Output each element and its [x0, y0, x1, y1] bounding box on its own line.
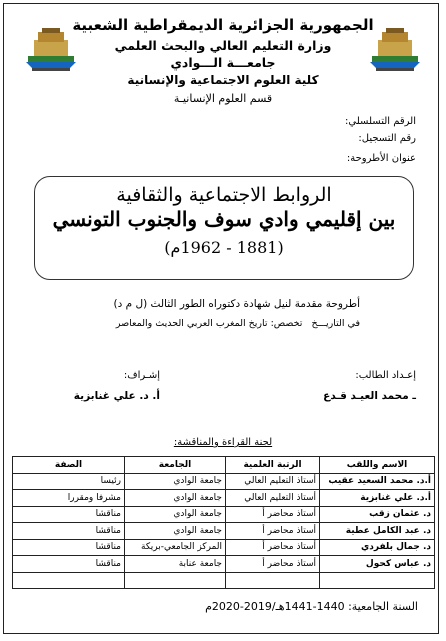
- member-role: مناقشا: [13, 506, 125, 523]
- member-role: مناقشا: [13, 523, 125, 540]
- supervisor-name: أ. د. علي غنابزية: [73, 390, 160, 402]
- jury-table: [12, 456, 435, 589]
- member-name: [320, 572, 435, 589]
- col-role: الصفة: [13, 457, 125, 474]
- serial-number-label: الرقم التسلسلي:: [345, 116, 416, 127]
- table-row: [13, 490, 435, 507]
- student-name: ـ محمد العيـد قـدع: [323, 390, 416, 402]
- table-row: [13, 506, 435, 523]
- member-name: د. عباس كحول: [320, 556, 435, 573]
- member-name: أ.د. علي غنابزية: [320, 490, 435, 507]
- col-university: الجامعة: [125, 457, 226, 474]
- jury-header-row: [13, 457, 435, 474]
- field-label: في التاريـــخ: [311, 318, 360, 329]
- member-university: جامعة الوادي: [125, 506, 226, 523]
- thesis-description: أطروحة مقدمة لنيل شهادة دكتوراه الطور الثالث (ل م د): [113, 298, 360, 310]
- member-role: مناقشا: [13, 556, 125, 573]
- faculty-name: كلية العلوم الاجتماعية والإنسانية: [127, 73, 319, 87]
- col-rank: الرتبة العلمية: [226, 457, 320, 474]
- university-name: جامعـــة الـــوادي: [170, 55, 276, 70]
- department-name: قسم العلوم الإنسانيـة: [173, 92, 273, 105]
- student-label: إعـداد الطالب:: [355, 370, 416, 381]
- member-university: جامعة الوادي: [125, 490, 226, 507]
- jury-title: لجنة القراءة والمناقشة:: [173, 437, 273, 448]
- member-role: رئيسا: [13, 473, 125, 490]
- table-row: [13, 473, 435, 490]
- member-name: أ.د. محمد السعيد عقيب: [320, 473, 435, 490]
- member-rank: أستاذ محاضر أ: [226, 539, 320, 556]
- member-rank: [226, 572, 320, 589]
- thesis-title-line2: بين إقليمي وادي سوف والجنوب التونسي: [52, 207, 396, 231]
- member-name: د. عبد الكامل عطية: [320, 523, 435, 540]
- member-university: جامعة الوادي: [125, 473, 226, 490]
- member-name: د. جمال بلفردي: [320, 539, 435, 556]
- specialization-text: تخصص: تاريخ المغرب العربي الحديث والمعاصر: [115, 318, 303, 329]
- specialization: [116, 318, 360, 329]
- registration-number-label: رقم التسجيل:: [358, 133, 416, 144]
- member-rank: أستاذ محاضر أ: [226, 506, 320, 523]
- member-university: جامعة الوادي: [125, 523, 226, 540]
- republic-title: الجمهورية الجزائرية الديمقراطية الشعبية: [72, 16, 374, 34]
- table-row: [13, 523, 435, 540]
- member-rank: أستاذ التعليم العالي: [226, 490, 320, 507]
- table-row: [13, 539, 435, 556]
- table-row: [13, 572, 435, 589]
- member-rank: أستاذ التعليم العالي: [226, 473, 320, 490]
- member-role: مناقشا: [13, 539, 125, 556]
- member-university: المركز الجامعي-بريكة: [125, 539, 226, 556]
- member-university: جامعة عنابة: [125, 556, 226, 573]
- ministry-title: وزارة التعليم العالي والبحث العلمي: [114, 38, 332, 53]
- member-role: مشرفا ومقررا: [13, 490, 125, 507]
- thesis-period: (1881 - 1962م): [164, 238, 284, 257]
- member-name: د. عثمان زقب: [320, 506, 435, 523]
- member-role: [13, 572, 125, 589]
- member-university: [125, 572, 226, 589]
- member-rank: أستاذ محاضر أ: [226, 523, 320, 540]
- member-rank: أستاذ محاضر أ: [226, 556, 320, 573]
- academic-year: السنة الجامعية: 1440-1441هـ/2019-2020م: [205, 600, 418, 613]
- col-name-title: الاسم واللقب: [320, 457, 435, 474]
- table-row: [13, 556, 435, 573]
- thesis-title-line1: الروابط الاجتماعية والثقافية: [116, 184, 332, 206]
- supervisor-label: إشـراف:: [123, 370, 160, 381]
- thesis-title-label: عنوان الأطروحة:: [346, 153, 416, 164]
